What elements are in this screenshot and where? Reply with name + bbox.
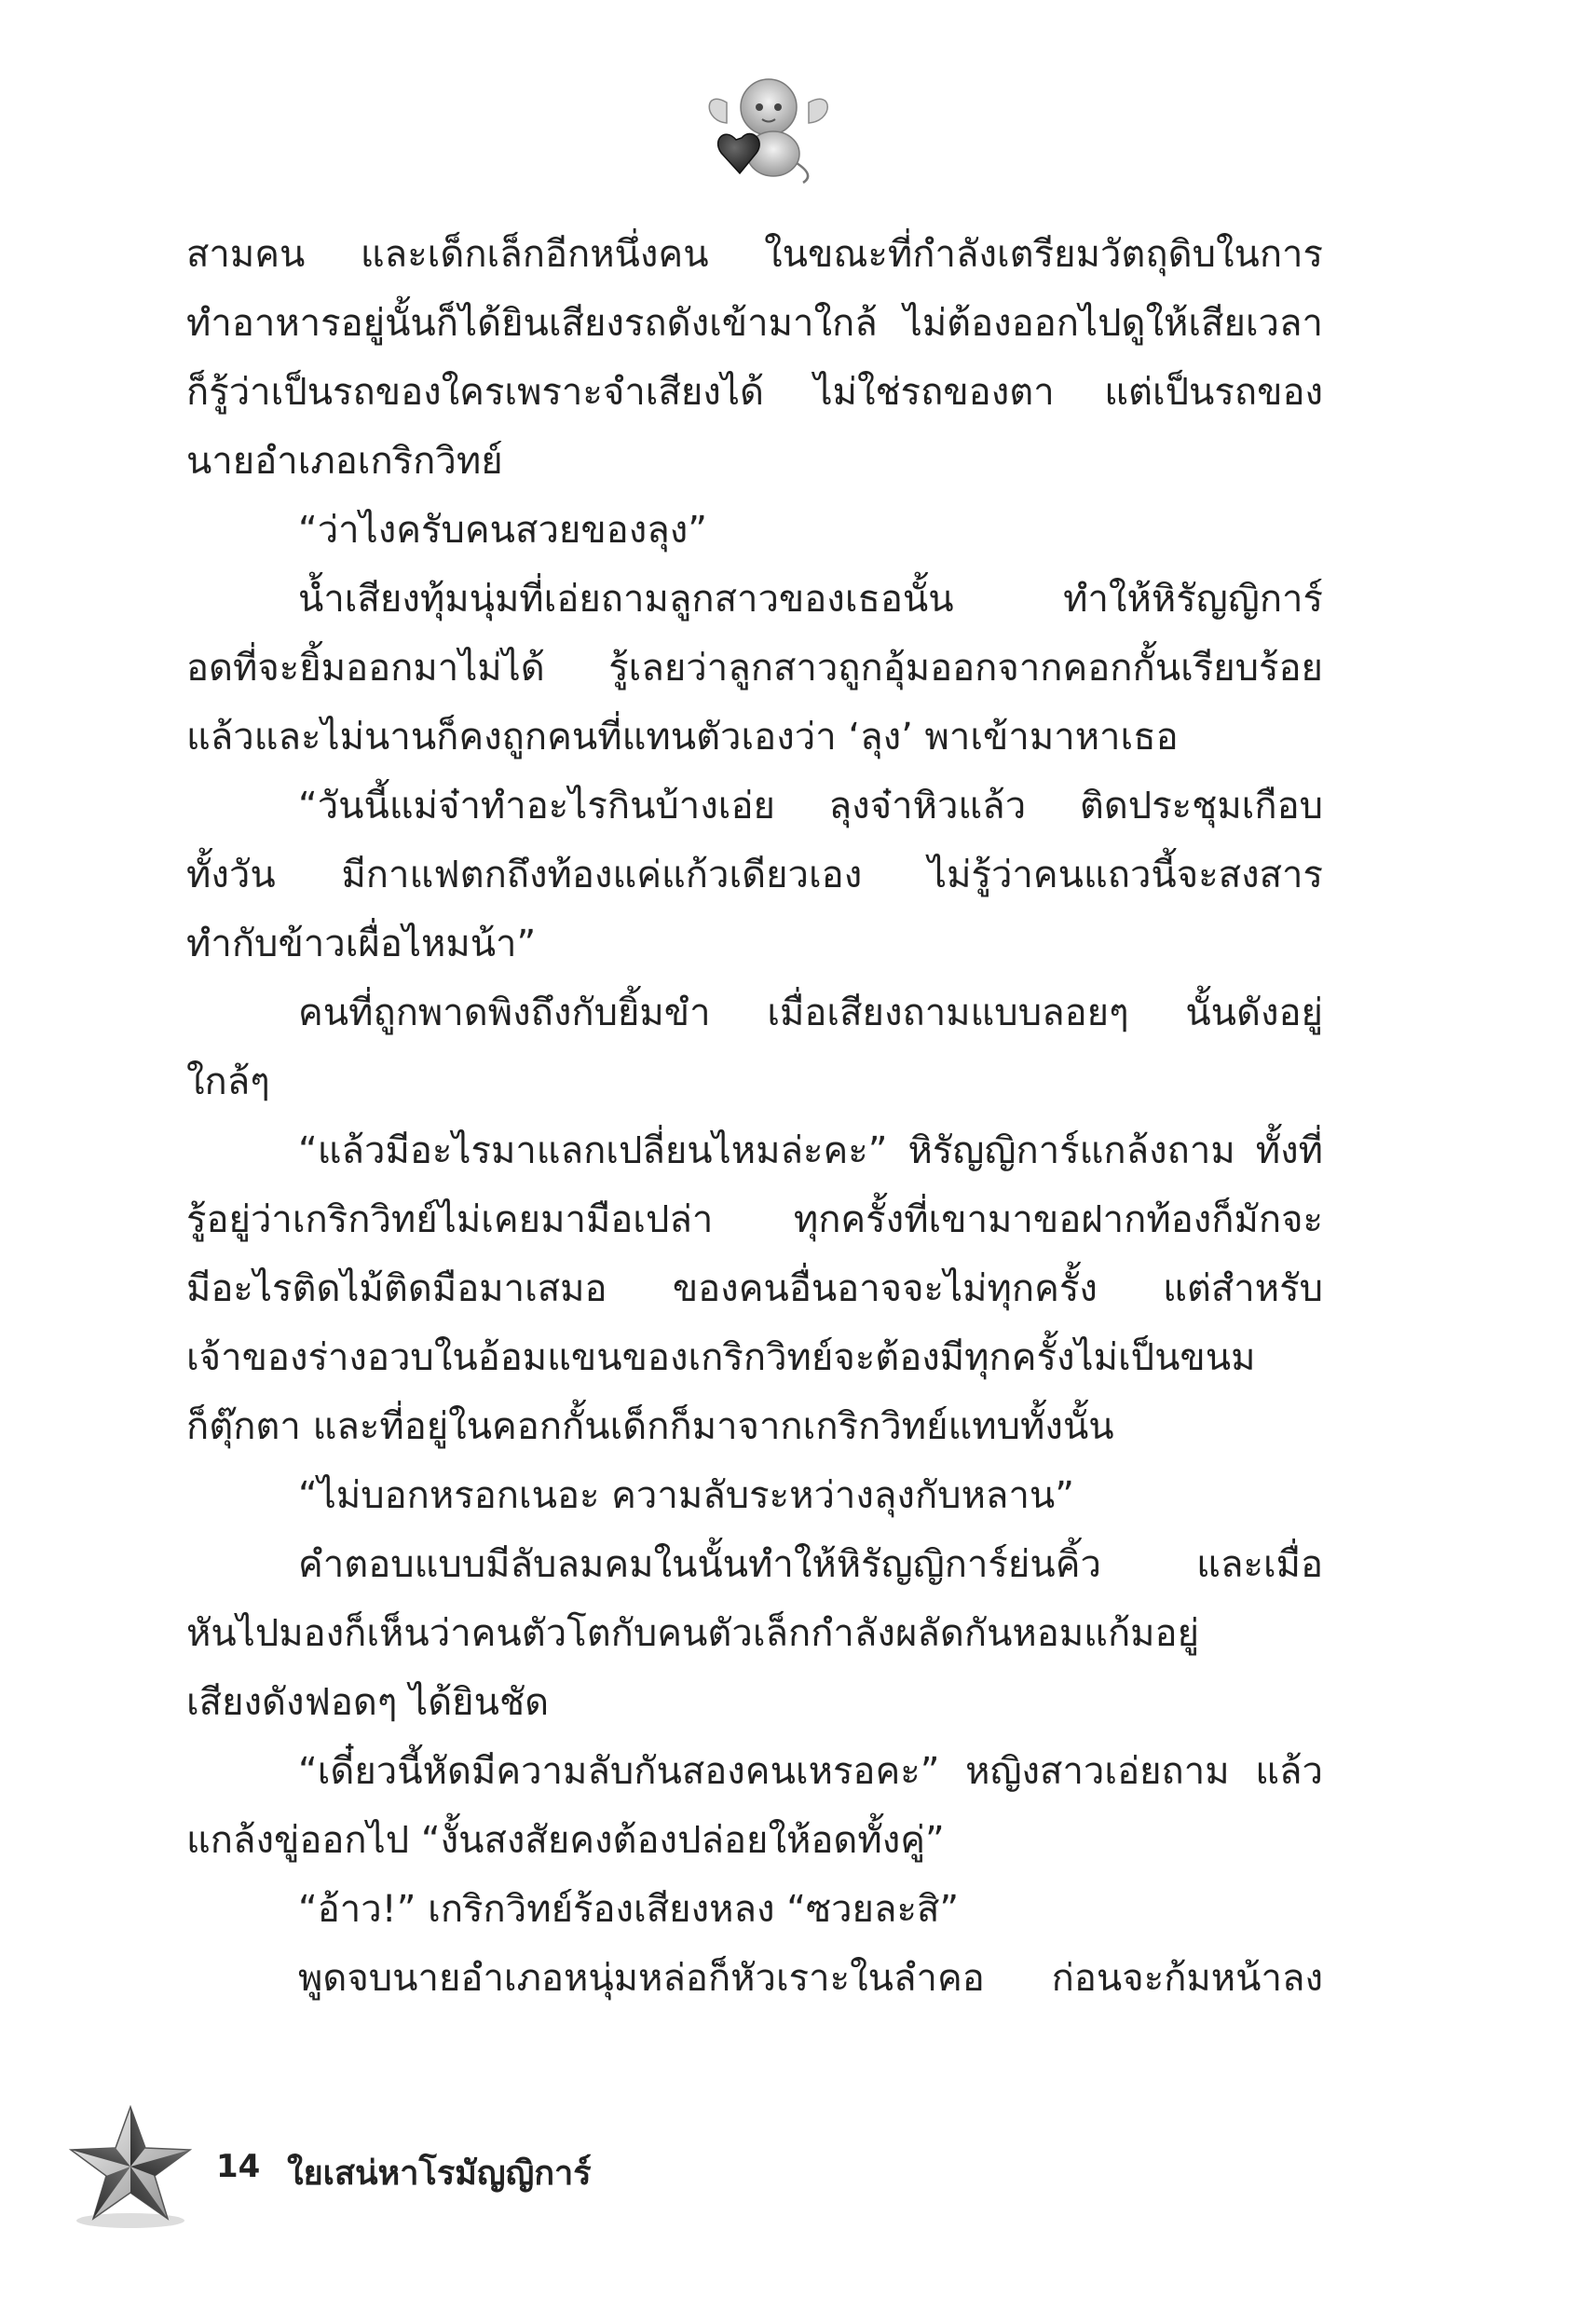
text-line: หันไปมองก็เห็นว่าคนตัวโตกับคนตัวเล็กกำลังผลัดกันหอมแก้มอยู่ (186, 1612, 1200, 1655)
star-icon (65, 2101, 196, 2232)
text-line: “ว่าไงครับคนสวยของลุง” (298, 509, 708, 552)
cherub-icon (699, 65, 839, 186)
text-line: ก็รู้ว่าเป็นรถของใครเพราะจำเสียงได้ ไม่ใช่รถของตา แต่เป็นรถของ (186, 371, 1323, 414)
text-line: ใกล้ๆ (186, 1060, 270, 1103)
text-line: “ไม่บอกหรอกเนอะ ความลับระหว่างลุงกับหลาน” (298, 1474, 1074, 1517)
book-title: ใยเสน่หาโรมัญญิการ์ (287, 2154, 592, 2193)
text-line: “แล้วมีอะไรมาแลกเปลี่ยนไหมล่ะคะ” หิรัญญิการ์แกล้งถาม ทั้งที่ (298, 1129, 1323, 1172)
text-line: แล้วและไม่นานก็คงถูกคนที่แทนตัวเองว่า ‘ลุง’ พาเข้ามาหาเธอ (186, 716, 1179, 759)
text-line: ก็ตุ๊กตา และที่อยู่ในคอกกั้นเด็กก็มาจากเกริกวิทย์แทบทั้งนั้น (186, 1405, 1114, 1448)
text-line: ทั้งวัน มีกาแฟตกถึงท้องแค่แก้วเดียวเอง ไม่รู้ว่าคนแถวนี้จะสงสาร (186, 854, 1323, 896)
text-line: ทำอาหารอยู่นั้นก็ได้ยินเสียงรถดังเข้ามาใกล้ ไม่ต้องออกไปดูให้เสียเวลา (186, 302, 1323, 345)
text-line: คนที่ถูกพาดพิงถึงกับยิ้มขำ เมื่อเสียงถามแบบลอยๆ นั้นดังอยู่ (298, 991, 1323, 1034)
page-footer (65, 2101, 717, 2232)
text-line: ทำกับข้าวเผื่อไหมน้า” (186, 923, 537, 965)
text-line: มีอะไรติดไม้ติดมือมาเสมอ ของคนอื่นอาจจะไม่ทุกครั้ง แต่สำหรับ (186, 1267, 1323, 1310)
text-line: นายอำเภอเกริกวิทย์ (186, 440, 503, 483)
page-number: 14 (216, 2148, 261, 2185)
text-line: อดที่จะยิ้มออกมาไม่ได้ รู้เลยว่าลูกสาวถูกอุ้มออกจากคอกกั้นเรียบร้อย (186, 647, 1323, 690)
text-line: รู้อยู่ว่าเกริกวิทย์ไม่เคยมามือเปล่า ทุกครั้งที่เขามาขอฝากท้องก็มักจะ (186, 1198, 1323, 1241)
text-line: “อ้าว!” เกริกวิทย์ร้องเสียงหลง “ซวยละสิ” (298, 1888, 960, 1931)
text-line: คำตอบแบบมีลับลมคมในนั้นทำให้หิรัญญิการ์ย่นคิ้ว และเมื่อ (298, 1543, 1323, 1586)
text-line: เจ้าของร่างอวบในอ้อมแขนของเกริกวิทย์จะต้องมีทุกครั้งไม่เป็นขนม (186, 1336, 1256, 1379)
body-text (186, 220, 1323, 2013)
text-line: “วันนี้แม่จ๋าทำอะไรกินบ้างเอ่ย ลุงจ๋าหิวแล้ว ติดประชุมเกือบ (298, 785, 1323, 827)
text-line: พูดจบนายอำเภอหนุ่มหล่อก็หัวเราะในลำคอ ก่อนจะก้มหน้าลง (298, 1957, 1323, 2000)
text-line: เสียงดังฟอดๆ ได้ยินชัด (186, 1681, 550, 1724)
text-line: แกล้งขู่ออกไป “งั้นสงสัยคงต้องปล่อยให้อดทั้งคู่” (186, 1819, 945, 1862)
text-line: “เดี๋ยวนี้หัดมีความลับกันสองคนเหรอคะ” หญิงสาวเอ่ยถาม แล้ว (298, 1750, 1323, 1793)
text-line: สามคน และเด็กเล็กอีกหนึ่งคน ในขณะที่กำลังเตรียมวัตถุดิบในการ (186, 233, 1323, 276)
text-line: น้ำเสียงทุ้มนุ่มที่เอ่ยถามลูกสาวของเธอนั้น ทำให้หิรัญญิการ์ (298, 578, 1323, 621)
